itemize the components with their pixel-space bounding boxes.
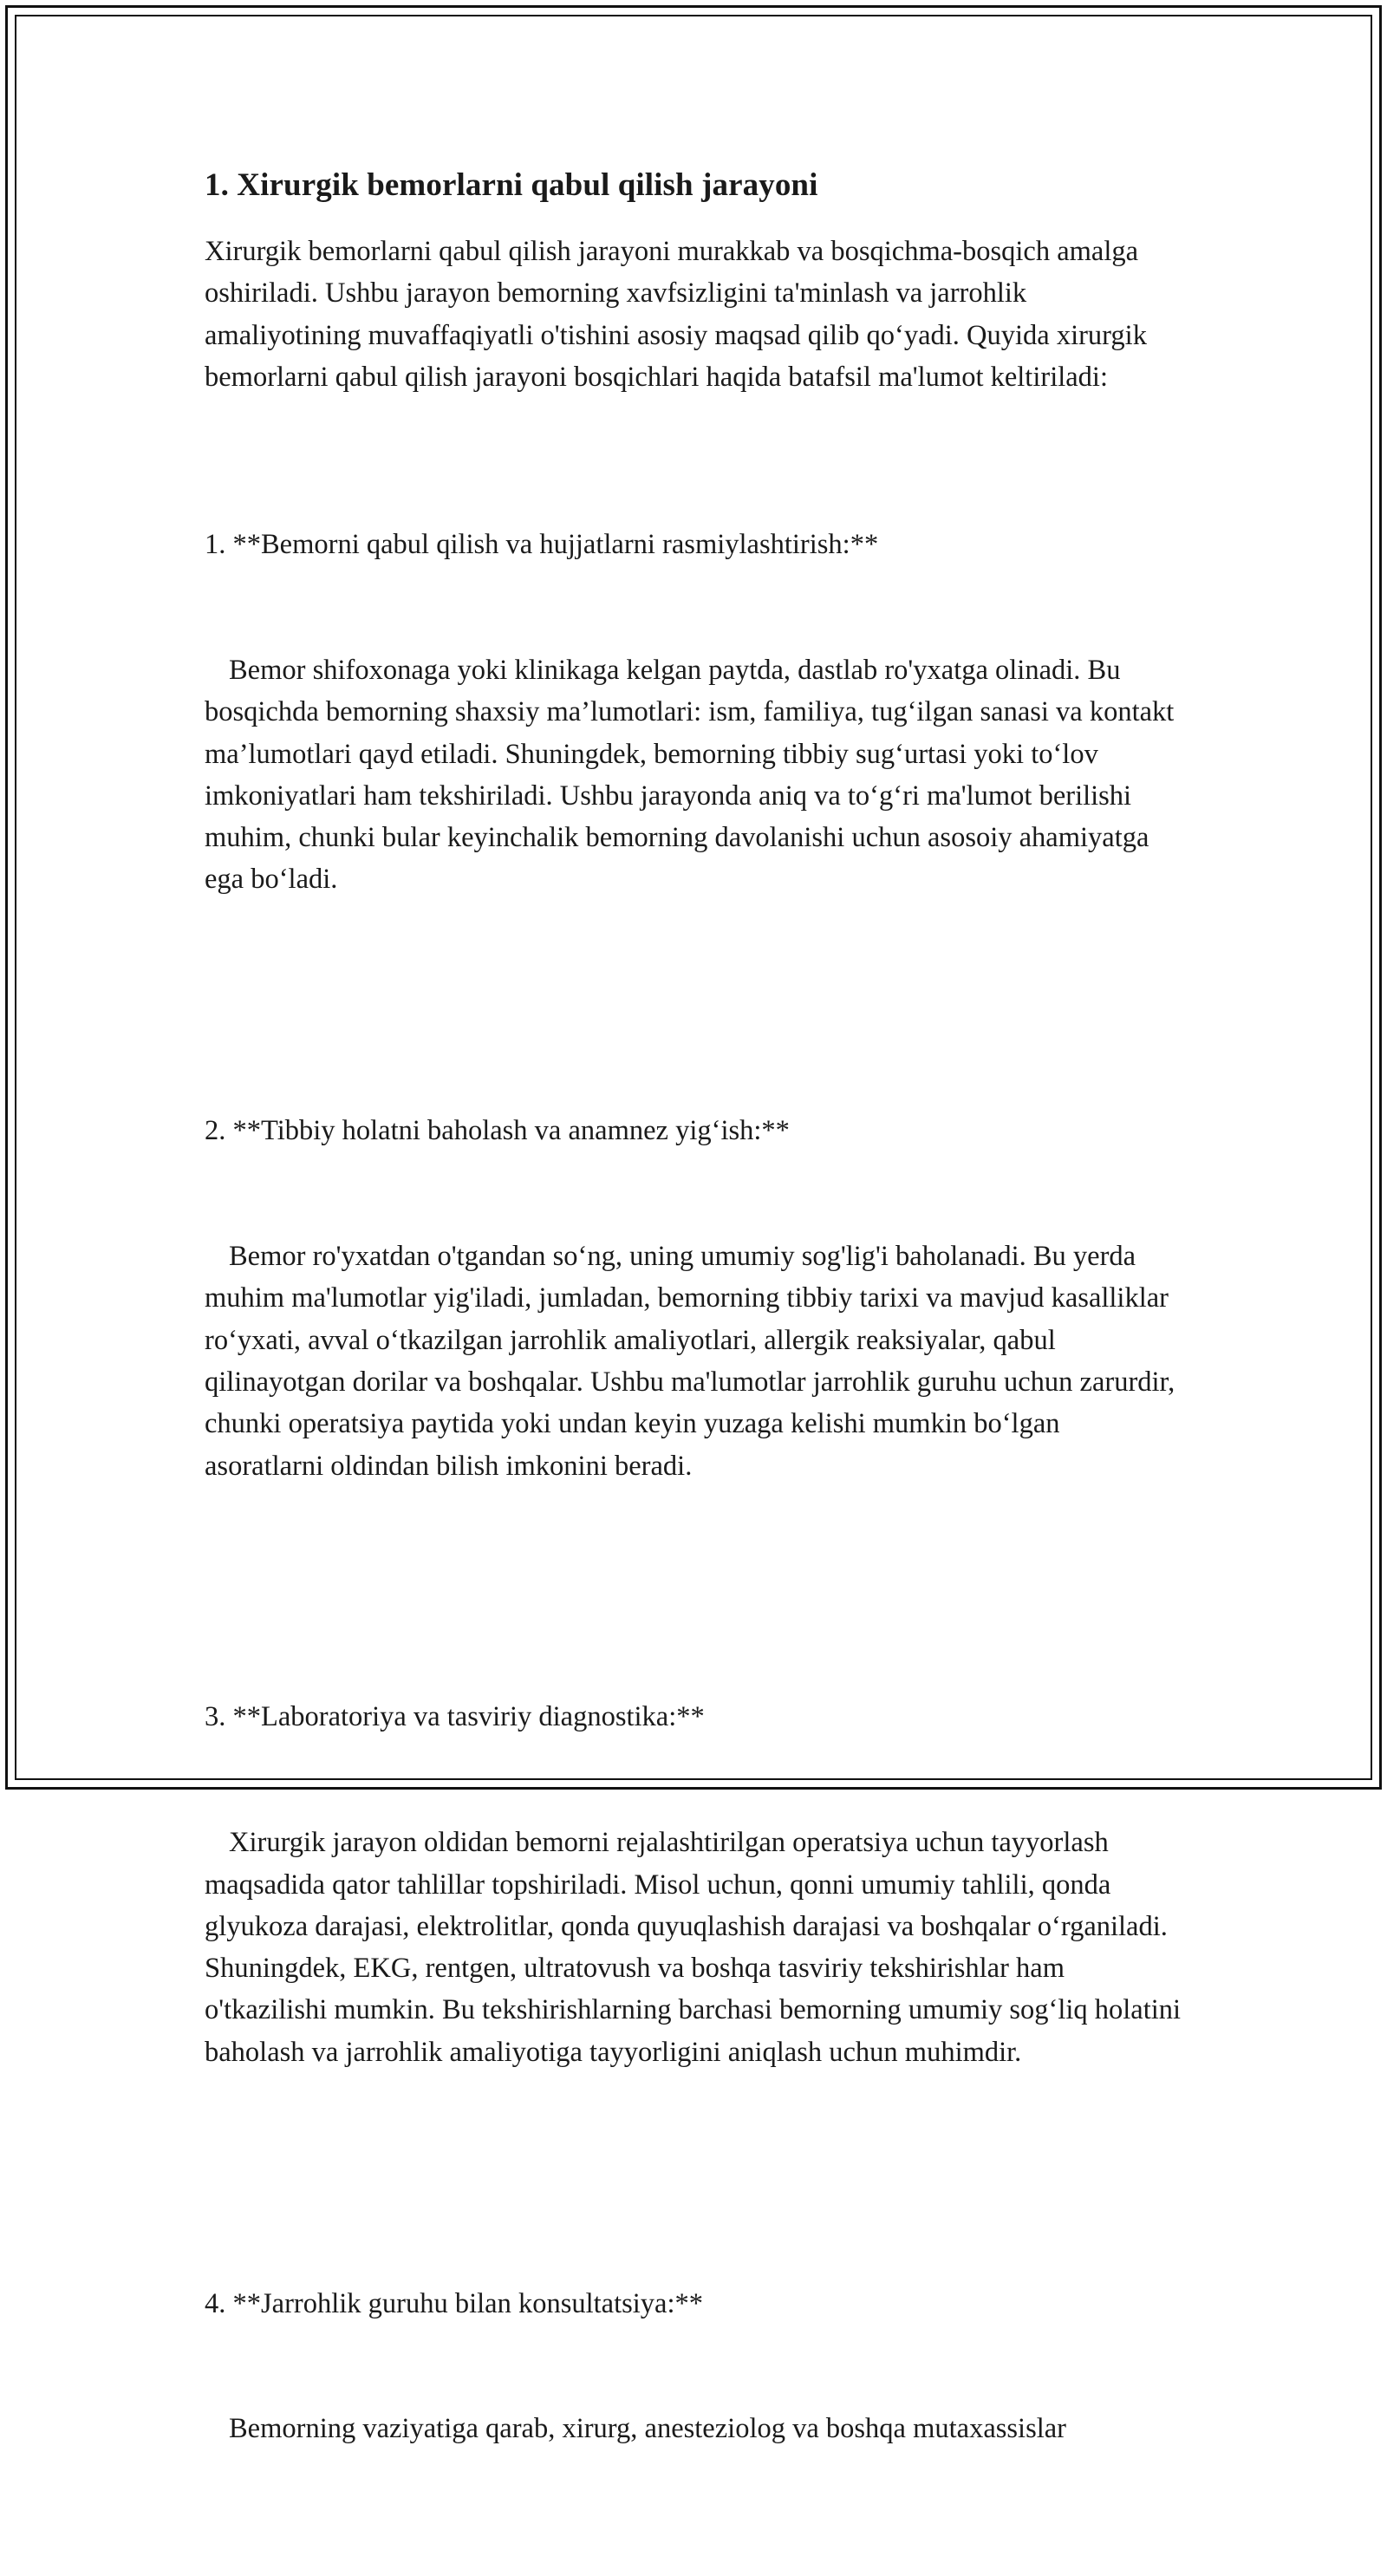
- document-title: 1. Xirurgik bemorlarni qabul qilish jarayoni: [205, 167, 818, 203]
- section-3-body: Xirurgik jarayon oldidan bemorni rejalashtirilgan operatsiya uchun tayyorlash maqsadida qator tahlillar topshiriladi. Misol uchun, qonni umumiy tahlili, qonda glyukoza darajasi, elektrolitlar, qonda quyuqlashish darajasi va boshqalar o‘rganiladi. Shuningdek, EKG, rentgen, ultratovush va boshqa tasviriy tekshirishlar ham o'tkazilishi mumkin. Bu tekshirishlarning barchasi bemorning umumiy sog‘liq holatini baholash va jarrohlik amaliyotiga tayyorligini aniqlash uchun muhimdir.: [205, 1827, 1188, 2068]
- section-3: [205, 1613, 1188, 2157]
- section-2: [205, 1027, 1184, 1571]
- section-1: [205, 440, 1184, 984]
- section-4: [205, 2199, 1184, 2534]
- section-2-body: Bemor ro'yxatdan o'tgandan so‘ng, uning umumiy sog'lig'i baholanadi. Bu yerda muhim ma'lumotlar yig'iladi, jumladan, bemorning tibbiy tarixi va mavjud kasalliklar ro‘yxati, avval o‘tkazilgan jarrohlik amaliyotlari, allergik reaksiyalar, qabul qilinayotgan dorilar va boshqalar. Ushbu ma'lumotlar jarrohlik guruhu uchun zarurdir, chunki operatsiya paytida yoki undan keyin yuzaga kelishi mumkin bo‘lgan asoratlarni oldindan bilish imkonini beradi.: [205, 1241, 1182, 1482]
- section-1-heading: 1. **Bemorni qabul qilish va hujjatlarni rasmiylashtirish:**: [205, 529, 879, 561]
- section-2-heading: 2. **Tibbiy holatni baholash va anamnez yig‘ish:**: [205, 1115, 790, 1147]
- document-content: [205, 161, 1188, 2576]
- section-3-heading: 3. **Laboratoriya va tasviriy diagnostika:**: [205, 1701, 705, 1733]
- intro-paragraph: Xirurgik bemorlarni qabul qilish jarayoni murakkab va bosqichma-bosqich amalga oshiriladi. Ushbu jarayon bemorning xavfsizligini ta'minlash va jarrohlik amaliyotining muvaffaqiyatli o'tishini asosiy maqsad qilib qo‘yadi. Quyida xirurgik bemorlarni qabul qilish jarayoni bosqichlari haqida batafsil ma'lumot keltiriladi:: [205, 236, 1155, 393]
- section-1-body: Bemor shifoxonaga yoki klinikaga kelgan paytda, dastlab ro'yxatga olinadi. Bu bosqichda bemorning shaxsiy ma’lumotlari: ism, familiya, tug‘ilgan sanasi va kontakt ma’lumotlari qayd etiladi. Shuningdek, bemorning tibbiy sug‘urtasi yoki to‘lov imkoniyatlari ham tekshiriladi. Ushbu jarayonda aniq va to‘g‘ri ma'lumot berilishi muhim, chunki bular keyinchalik bemorning davolanishi uchun asosoiy ahamiyatga ega bo‘ladi.: [205, 654, 1182, 896]
- section-4-heading: 4. **Jarrohlik guruhu bilan konsultatsiya:**: [205, 2287, 704, 2319]
- section-4-body: Bemorning vaziyatiga qarab, xirurg, anesteziolog va boshqa mutaxassislar: [229, 2413, 1067, 2445]
